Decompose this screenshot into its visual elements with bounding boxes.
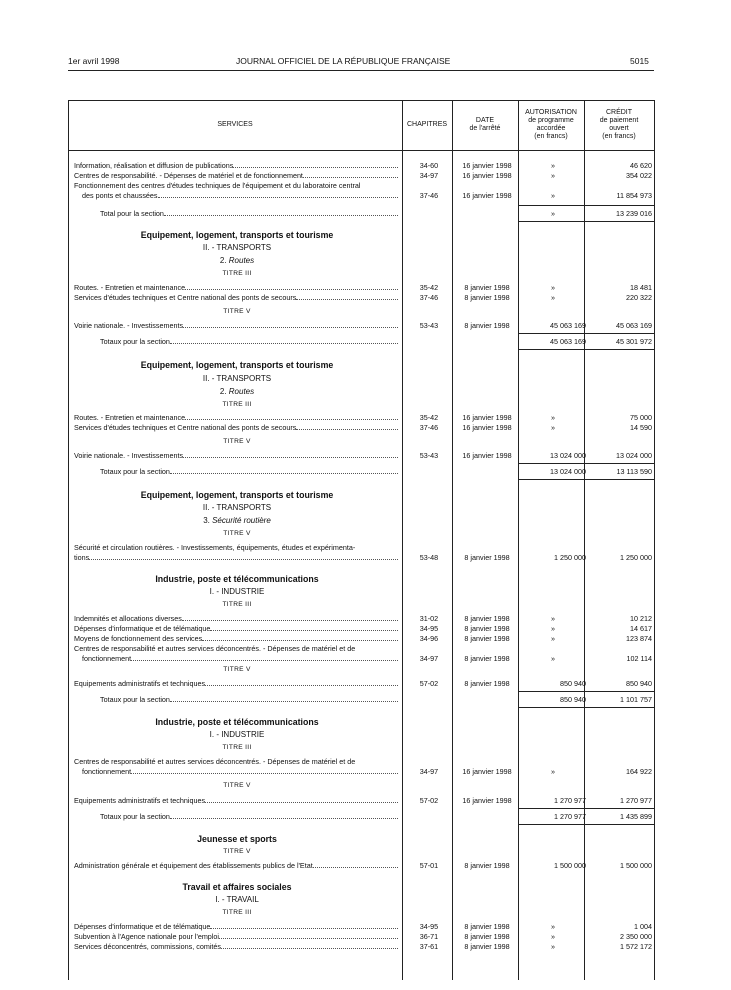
dot-leader xyxy=(170,473,398,474)
row-chapitre: 34-97 xyxy=(419,654,439,663)
sub-number: 2. xyxy=(219,387,227,396)
row-service: Administration générale et équipement des établissements publics de l'Etat xyxy=(74,861,400,870)
row-autorisation: » xyxy=(551,293,555,302)
table-row xyxy=(70,679,652,689)
total-autorisation: 850 940 xyxy=(560,695,586,704)
row-credit: 46 620 xyxy=(630,161,652,170)
row-date: 8 janvier 1998 xyxy=(464,654,510,663)
journal-title: JOURNAL OFFICIEL DE LA RÉPUBLIQUE FRANÇAISE xyxy=(236,56,451,66)
row-autorisation: 1 500 000 xyxy=(554,861,586,870)
row-service: Routes. - Entretien et maintenance xyxy=(74,413,400,422)
sub-title: Routes xyxy=(228,387,255,396)
row-date: 8 janvier 1998 xyxy=(464,932,510,941)
row-autorisation: » xyxy=(551,171,555,180)
row-service: Centres de responsabilité et autres services déconcentrés. - Dépenses de matériel et de xyxy=(74,644,356,653)
row-date: 8 janvier 1998 xyxy=(464,942,510,951)
total-rule xyxy=(518,333,654,334)
row-autorisation: 1 250 000 xyxy=(554,553,586,562)
titre-label: TITRE V xyxy=(223,666,251,673)
total-label: Totaux pour la section xyxy=(100,812,400,821)
dot-leader xyxy=(131,660,398,661)
row-autorisation: » xyxy=(551,423,555,432)
table-row xyxy=(70,654,652,664)
table-row xyxy=(70,171,652,181)
row-credit: 1 500 000 xyxy=(620,861,652,870)
table-row xyxy=(70,283,652,293)
row-service: fonctionnement xyxy=(82,767,400,776)
titre-label: TITRE III xyxy=(222,270,252,277)
row-credit: 14 590 xyxy=(630,423,652,432)
row-credit: 850 940 xyxy=(626,679,652,688)
row-service: Services déconcentrés, commissions, comités xyxy=(74,942,400,951)
total-row xyxy=(70,337,652,347)
row-service: Indemnités et allocations diverses xyxy=(74,614,400,623)
page-number: 5015 xyxy=(630,56,649,66)
dot-leader xyxy=(296,429,398,430)
section-heading: Jeunesse et sports xyxy=(197,834,277,844)
row-chapitre: 53-43 xyxy=(419,451,439,460)
row-credit: 18 481 xyxy=(630,283,652,292)
dot-leader xyxy=(183,457,398,458)
row-service: Services d'études techniques et Centre national des ponts de secours xyxy=(74,293,400,302)
row-credit: 220 322 xyxy=(626,293,652,302)
row-autorisation: » xyxy=(551,634,555,643)
row-service: Subvention à l'Agence nationale pour l'emploi xyxy=(74,932,400,941)
table-row xyxy=(70,413,652,423)
row-chapitre: 34-60 xyxy=(419,161,439,170)
titre-label: TITRE V xyxy=(223,438,251,445)
total-autorisation: » xyxy=(551,209,555,218)
total-rule xyxy=(518,824,654,825)
row-service: Dépenses d'informatique et de télématique xyxy=(74,624,400,633)
table-row xyxy=(70,932,652,942)
table-row-wrap xyxy=(70,757,652,767)
section-heading: Equipement, logement, transports et tourisme xyxy=(140,360,334,370)
col-header-autorisation xyxy=(518,109,584,141)
dot-leader xyxy=(158,197,398,198)
row-autorisation: 1 270 977 xyxy=(554,796,586,805)
dot-leader xyxy=(202,640,398,641)
row-credit: 10 212 xyxy=(630,614,652,623)
row-autorisation: 13 024 000 xyxy=(550,451,586,460)
section-subheading xyxy=(70,387,404,396)
dot-leader xyxy=(170,701,398,702)
table-row xyxy=(70,161,652,171)
titre-label: TITRE V xyxy=(223,782,251,789)
row-chapitre: 34-97 xyxy=(419,171,439,180)
row-service: fonctionnement xyxy=(82,654,400,663)
section-subheading: II. - TRANSPORTS xyxy=(202,243,272,252)
col-header-credit xyxy=(584,109,654,141)
titre-label: TITRE V xyxy=(223,308,251,315)
col-header-credit-l4: (en francs) xyxy=(602,133,636,140)
row-date: 8 janvier 1998 xyxy=(464,634,510,643)
sub-number: 3. xyxy=(203,516,210,525)
col-header-date-l1: DATE xyxy=(475,117,495,124)
section-heading: Equipement, logement, transports et tourisme xyxy=(140,230,334,240)
table-row xyxy=(70,922,652,932)
row-chapitre: 53-43 xyxy=(419,321,439,330)
table-row xyxy=(70,553,652,563)
row-chapitre: 37-46 xyxy=(419,293,439,302)
row-date: 16 janvier 1998 xyxy=(462,191,512,200)
row-chapitre: 35-42 xyxy=(419,283,439,292)
row-autorisation: » xyxy=(551,942,555,951)
total-row xyxy=(70,467,652,477)
dot-leader xyxy=(210,630,398,631)
row-service: Routes. - Entretien et maintenance xyxy=(74,283,400,292)
total-credit: 1 101 757 xyxy=(620,695,652,704)
dot-leader xyxy=(183,327,398,328)
row-date: 16 janvier 1998 xyxy=(462,171,512,180)
titre-label: TITRE V xyxy=(223,848,251,855)
total-rule xyxy=(518,463,654,464)
row-credit: 354 022 xyxy=(626,171,652,180)
header-date: 1er avril 1998 xyxy=(68,56,120,66)
total-credit: 45 301 972 xyxy=(616,337,652,346)
row-autorisation: » xyxy=(551,767,555,776)
row-credit: 123 874 xyxy=(626,634,652,643)
row-autorisation: » xyxy=(551,161,555,170)
dot-leader xyxy=(164,215,398,216)
row-date: 16 janvier 1998 xyxy=(462,413,512,422)
section-subheading xyxy=(70,516,404,525)
section-heading: Equipement, logement, transports et tourisme xyxy=(140,490,334,500)
titre-label: TITRE III xyxy=(222,744,252,751)
col-header-credit-l3: ouvert xyxy=(609,125,629,132)
row-credit: 45 063 169 xyxy=(616,321,652,330)
dot-leader xyxy=(182,620,398,621)
table-right-border xyxy=(654,100,655,980)
row-chapitre: 34-97 xyxy=(419,767,439,776)
row-service: Equipements administratifs et techniques xyxy=(74,679,400,688)
row-autorisation: » xyxy=(551,283,555,292)
row-autorisation: 45 063 169 xyxy=(550,321,586,330)
total-row xyxy=(70,209,652,219)
dot-leader xyxy=(219,938,398,939)
row-date: 8 janvier 1998 xyxy=(464,624,510,633)
row-date: 8 janvier 1998 xyxy=(464,679,510,688)
sub-title: Sécurité routière xyxy=(212,516,271,525)
dot-leader xyxy=(303,177,398,178)
row-date: 8 janvier 1998 xyxy=(464,293,510,302)
row-service: Moyens de fonctionnement des services xyxy=(74,634,400,643)
row-date: 16 janvier 1998 xyxy=(462,796,512,805)
row-autorisation: » xyxy=(551,624,555,633)
row-credit: 1 270 977 xyxy=(620,796,652,805)
section-subheading xyxy=(70,256,404,265)
table-row xyxy=(70,634,652,644)
section-heading: Industrie, poste et télécommunications xyxy=(155,717,319,727)
total-credit: 13 239 016 xyxy=(616,209,652,218)
row-credit: 164 922 xyxy=(626,767,652,776)
row-chapitre: 34-95 xyxy=(419,922,439,931)
row-service: Fonctionnement des centres d'études techniques de l'équipement et du laboratoire central xyxy=(74,181,361,190)
titre-label: TITRE V xyxy=(223,530,251,537)
row-credit: 13 024 000 xyxy=(616,451,652,460)
dot-leader xyxy=(296,299,398,300)
table-row-wrap xyxy=(70,644,652,654)
row-autorisation: » xyxy=(551,654,555,663)
table-row xyxy=(70,796,652,806)
row-date: 16 janvier 1998 xyxy=(462,423,512,432)
row-chapitre: 36-71 xyxy=(419,932,439,941)
row-credit: 1 250 000 xyxy=(620,553,652,562)
row-date: 16 janvier 1998 xyxy=(462,767,512,776)
row-chapitre: 37-61 xyxy=(419,942,439,951)
table-row xyxy=(70,614,652,624)
row-date: 16 janvier 1998 xyxy=(462,451,512,460)
section-subheading: I. - INDUSTRIE xyxy=(209,730,265,739)
titre-label: TITRE III xyxy=(222,909,252,916)
row-chapitre: 34-96 xyxy=(419,634,439,643)
row-chapitre: 37-46 xyxy=(419,191,439,200)
row-service: Sécurité et circulation routières. - Investissements, équipements, études et expérimenta- xyxy=(74,543,356,552)
total-autorisation: 45 063 169 xyxy=(550,337,586,346)
table-header-bottom-border xyxy=(68,150,654,151)
dot-leader xyxy=(89,559,398,560)
row-date: 8 janvier 1998 xyxy=(464,614,510,623)
row-chapitre: 53-48 xyxy=(419,553,439,562)
total-credit: 1 435 899 xyxy=(620,812,652,821)
col-header-date-l2: de l'arrêté xyxy=(469,125,501,132)
total-autorisation: 13 024 000 xyxy=(550,467,586,476)
table-left-border xyxy=(68,100,69,980)
row-service: des ponts et chaussées xyxy=(82,191,400,200)
row-autorisation: 850 940 xyxy=(560,679,586,688)
row-date: 8 janvier 1998 xyxy=(464,861,510,870)
dot-leader xyxy=(170,343,398,344)
col-header-autor-l4: (en francs) xyxy=(534,133,568,140)
row-credit: 1 572 172 xyxy=(620,942,652,951)
row-date: 8 janvier 1998 xyxy=(464,553,510,562)
total-rule xyxy=(518,707,654,708)
sub-number: 2. xyxy=(219,256,227,265)
column-divider xyxy=(452,100,453,980)
table-row xyxy=(70,423,652,433)
col-header-autor-l2: de programme xyxy=(528,117,574,124)
dot-leader xyxy=(221,948,398,949)
row-service: Centres de responsabilité et autres services déconcentrés. - Dépenses de matériel et de xyxy=(74,757,356,766)
row-chapitre: 37-46 xyxy=(419,423,439,432)
row-chapitre: 31-02 xyxy=(419,614,439,623)
dot-leader xyxy=(205,802,398,803)
table-row-wrap xyxy=(70,543,652,553)
col-header-credit-l1: CRÉDIT xyxy=(605,109,633,116)
dot-leader xyxy=(210,928,398,929)
section-subheading: I. - INDUSTRIE xyxy=(209,587,265,596)
row-autorisation: » xyxy=(551,413,555,422)
total-rule xyxy=(518,479,654,480)
row-credit: 11 854 973 xyxy=(616,191,652,200)
dot-leader xyxy=(185,289,398,290)
table-row xyxy=(70,321,652,331)
total-rule xyxy=(518,808,654,809)
col-header-services: SERVICES xyxy=(217,121,253,128)
table-row xyxy=(70,861,652,871)
col-header-autor-l3: accordée xyxy=(536,125,566,132)
row-date: 8 janvier 1998 xyxy=(464,321,510,330)
section-subheading: II. - TRANSPORTS xyxy=(202,503,272,512)
total-autorisation: 1 270 977 xyxy=(554,812,586,821)
section-subheading: I. - TRAVAIL xyxy=(215,895,259,904)
row-service: tions xyxy=(74,553,400,562)
table-row xyxy=(70,293,652,303)
total-label: Totaux pour la section xyxy=(100,695,400,704)
table-row xyxy=(70,451,652,461)
row-autorisation: » xyxy=(551,191,555,200)
total-label: Totaux pour la section xyxy=(100,467,400,476)
row-service: Equipements administratifs et techniques xyxy=(74,796,400,805)
sub-title: Routes xyxy=(228,256,255,265)
dot-leader xyxy=(313,867,398,868)
col-header-chapitres: CHAPITRES xyxy=(406,121,448,128)
row-chapitre: 57-02 xyxy=(419,679,439,688)
column-divider xyxy=(518,100,519,980)
row-autorisation: » xyxy=(551,614,555,623)
dot-leader xyxy=(233,167,398,168)
row-autorisation: » xyxy=(551,922,555,931)
row-credit: 1 004 xyxy=(634,922,652,931)
table-row xyxy=(70,942,652,952)
total-row xyxy=(70,812,652,822)
row-credit: 102 114 xyxy=(626,654,652,663)
table-row xyxy=(70,767,652,777)
table-row-wrap xyxy=(70,181,652,191)
row-service: Information, réalisation et diffusion de publications xyxy=(74,161,400,170)
total-label: Totaux pour la section xyxy=(100,337,400,346)
col-header-date xyxy=(452,117,518,133)
row-date: 16 janvier 1998 xyxy=(462,161,512,170)
total-row xyxy=(70,695,652,705)
row-date: 8 janvier 1998 xyxy=(464,283,510,292)
dot-leader xyxy=(205,685,398,686)
row-chapitre: 35-42 xyxy=(419,413,439,422)
dot-leader xyxy=(131,773,398,774)
section-heading: Travail et affaires sociales xyxy=(182,882,292,892)
total-rule xyxy=(518,205,654,206)
row-service: Dépenses d'informatique et de télématique xyxy=(74,922,400,931)
total-rule xyxy=(518,691,654,692)
column-divider xyxy=(584,100,585,980)
row-service: Services d'études techniques et Centre national des ponts de secours xyxy=(74,423,400,432)
dot-leader xyxy=(185,419,398,420)
table-top-border xyxy=(68,100,654,101)
total-credit: 13 113 590 xyxy=(616,467,652,476)
total-label: Total pour la section xyxy=(100,209,400,218)
row-credit: 75 000 xyxy=(630,413,652,422)
table-row xyxy=(70,624,652,634)
row-service: Voirie nationale. - Investissements xyxy=(74,451,400,460)
section-heading: Industrie, poste et télécommunications xyxy=(155,574,319,584)
row-chapitre: 57-02 xyxy=(419,796,439,805)
dot-leader xyxy=(170,818,398,819)
titre-label: TITRE III xyxy=(222,401,252,408)
col-header-credit-l2: de paiement xyxy=(599,117,639,124)
total-rule xyxy=(518,349,654,350)
row-credit: 2 350 000 xyxy=(620,932,652,941)
row-date: 8 janvier 1998 xyxy=(464,922,510,931)
row-credit: 14 617 xyxy=(630,624,652,633)
section-subheading: II. - TRANSPORTS xyxy=(202,374,272,383)
col-header-autor-l1: AUTORISATION xyxy=(525,109,577,116)
total-rule xyxy=(518,221,654,222)
header-rule xyxy=(68,70,654,71)
row-chapitre: 57-01 xyxy=(419,861,439,870)
row-chapitre: 34-95 xyxy=(419,624,439,633)
titre-label: TITRE III xyxy=(222,601,252,608)
row-service: Voirie nationale. - Investissements xyxy=(74,321,400,330)
table-row xyxy=(70,191,652,201)
row-service: Centres de responsabilité. - Dépenses de matériel et de fonctionnement xyxy=(74,171,400,180)
row-autorisation: » xyxy=(551,932,555,941)
